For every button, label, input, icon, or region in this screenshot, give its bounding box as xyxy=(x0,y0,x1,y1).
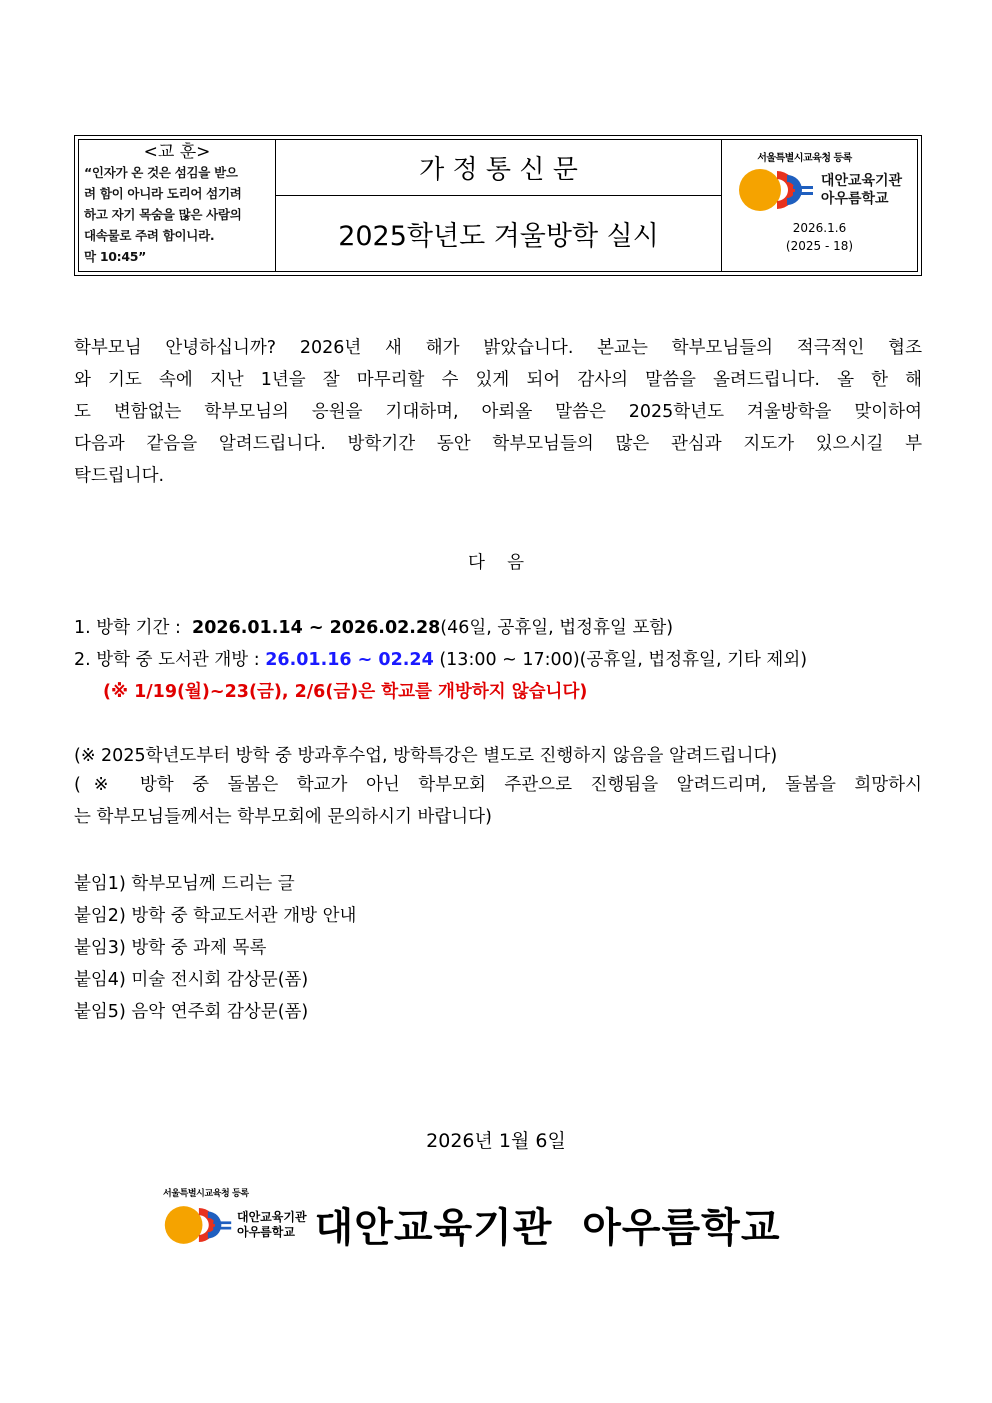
next-heading-text: 다 음 xyxy=(467,553,525,573)
document-date-block xyxy=(786,219,853,255)
intro-line: 학부모님 안녕하십니까? 2026년 새 해가 밝았습니다. 본교는 학부모님들의 적극적인 협조 xyxy=(74,338,922,358)
school-logo xyxy=(737,167,902,213)
next-heading xyxy=(0,549,992,574)
school-motto-box xyxy=(79,140,276,271)
footer-registration: 서울특별시교육청 등록 xyxy=(163,1189,249,1199)
school-logo-icon xyxy=(737,167,815,213)
note-care-line: (※ 방학 중 돌봄은 학교가 아닌 학부모회 주관으로 진행됨을 알려드리며, 돌봄을 희망하시 xyxy=(74,775,922,795)
attachment-item: 붙임4) 미술 전시회 감상문(폼) xyxy=(74,970,309,990)
item1-suffix: (46일, 공휴일, 법정휴일 포함) xyxy=(440,618,674,638)
intro-line: 도 변함없는 학부모님의 응원을 기대하며, 아뢰올 말씀은 2025학년도 겨울방학을 맞이하여 xyxy=(74,402,922,422)
header-logo-box xyxy=(722,140,917,271)
footer-logo-name-2: 아우름학교 xyxy=(237,1224,295,1239)
attachment-item: 붙임2) 방학 중 학교도서관 개방 안내 xyxy=(74,906,357,926)
logo-names xyxy=(821,172,902,208)
motto-line: 하고 자기 목숨을 많은 사람의 xyxy=(84,207,242,222)
attachment-item: 붙임5) 음악 연주회 감상문(폼) xyxy=(74,1002,309,1022)
attachment-item: 붙임1) 학부모님께 드리는 글 xyxy=(74,874,295,894)
document-date: 2026.1.6 xyxy=(792,221,847,235)
newsletter-subtitle: 2025학년도 겨울방학 실시 xyxy=(338,221,659,252)
footer-logo-icon xyxy=(163,1204,233,1246)
logo-name-2: 아우름학교 xyxy=(820,191,889,207)
footer-logo-names xyxy=(237,1210,307,1240)
motto-line: 대속물로 주려 함이니라. xyxy=(84,228,215,243)
logo-name-1: 대안교육기관 xyxy=(820,173,903,189)
motto-line: 막 10:45” xyxy=(84,249,147,264)
note-care-line: 는 학부모님들께서는 학부모회에 문의하시기 바랍니다) xyxy=(74,807,492,827)
document-number: (2025 - 18) xyxy=(785,239,854,253)
footer-date: 2026년 1월 6일 xyxy=(426,1130,566,1152)
intro-line: 탁드립니다. xyxy=(74,466,165,486)
item2-dates: 26.01.16 ~ 02.24 xyxy=(265,650,434,670)
header-table xyxy=(78,139,918,272)
newsletter-title: 가 정 통 신 문 xyxy=(276,140,721,196)
item-library-open xyxy=(74,646,807,671)
motto-title: <교 훈> xyxy=(143,142,211,162)
registration-label: 서울특별시교육청 등록 xyxy=(757,153,852,164)
motto-line: 려 함이 아니라 도리어 섬기려 xyxy=(84,186,242,201)
header-center xyxy=(276,140,722,271)
intro-line: 와 기도 속에 지난 1년을 잘 마무리할 수 있게 되어 감사의 말씀을 올려드립니다. 올 한 해 xyxy=(74,370,922,390)
item1-dates: 2026.01.14 ~ 2026.02.28 xyxy=(192,618,441,638)
attachment-item: 붙임3) 방학 중 과제 목록 xyxy=(74,938,267,958)
note-care xyxy=(74,769,922,833)
item-vacation-period xyxy=(74,614,673,639)
intro-paragraph xyxy=(74,332,922,492)
item2-suffix: (13:00 ~ 17:00)(공휴일, 법정휴일, 기타 제외) xyxy=(433,650,808,670)
item2-label: 2. 방학 중 도서관 개방 : xyxy=(74,650,266,670)
footer-school-name: 대안교육기관 아우름학교 xyxy=(314,1205,781,1251)
motto-text xyxy=(84,162,270,267)
footer-logo xyxy=(163,1196,780,1253)
footer-logo-name-1: 대안교육기관 xyxy=(237,1209,307,1224)
intro-line: 다음과 같음을 알려드립니다. 방학기간 동안 학부모님들의 많은 관심과 지도가 있으시길 부 xyxy=(74,434,922,454)
document-header xyxy=(74,135,922,276)
item2-closed-note: (※ 1/19(월)~23(금), 2/6(금)은 학교를 개방하지 않습니다) xyxy=(103,682,588,702)
item1-label: 1. 방학 기간 : xyxy=(74,618,193,638)
note-afterschool: (※ 2025학년도부터 방학 중 방과후수업, 방학특강은 별도로 진행하지 않음을 알려드립니다) xyxy=(74,746,778,766)
motto-line: “인자가 온 것은 섬김을 받으 xyxy=(84,165,238,180)
